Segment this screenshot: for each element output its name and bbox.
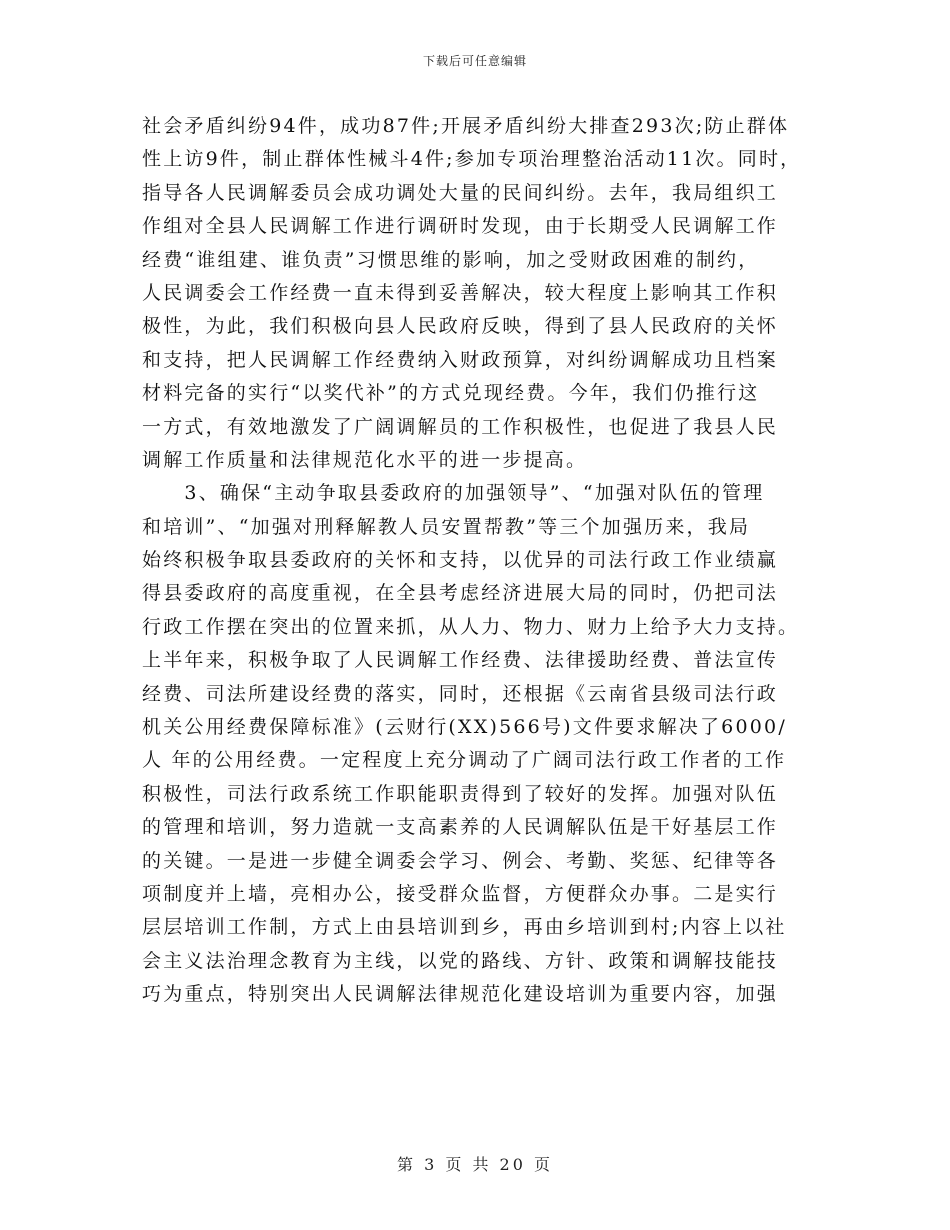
text-line: 3、确保“主动争取县委政府的加强领导”、“加强对队伍的管理	[142, 482, 765, 505]
page-header: 下载后可任意编辑	[422, 54, 527, 68]
text-line: 始终积极争取县委政府的关怀和支持，以优异的司法行政工作业绩赢	[142, 549, 779, 572]
text-line: 巧为重点，特别突出人民调解法律规范化建设培训为重要内容，加强	[142, 983, 779, 1006]
text-line: 的管理和培训，努力造就一支高素养的人民调解队伍是干好基层工作	[142, 816, 779, 839]
text-line: 指导各人民调解委员会成功调处大量的民间纠纷。去年，我局组织工	[142, 181, 779, 204]
text-line: 极性，为此，我们积极向县人民政府反映，得到了县人民政府的关怀	[142, 315, 779, 338]
text-line: 经费“谁组建、谁负责”习惯思维的影响，加之受财政困难的制约，	[142, 248, 760, 271]
text-line: 社会矛盾纠纷94件，成功87件;开展矛盾纠纷大排查293次;防止群体	[142, 115, 790, 137]
text-line: 上半年来，积极争取了人民调解工作经费、法律援助经费、普法宣传	[142, 649, 779, 672]
text-line: 和培训”、“加强对刑释解教人员安置帮教”等三个加强历来，我局	[142, 515, 751, 538]
page-number: 第 3 页 共 20 页	[397, 1155, 553, 1174]
text-line: 层层培训工作制，方式上由县培训到乡，再由乡培训到村;内容上以社	[142, 916, 787, 939]
text-line: 和支持，把人民调解工作经费纳入财政预算，对纠纷调解成功且档案	[142, 348, 779, 371]
text-line: 会主义法治理念教育为主线，以党的路线、方针、政策和调解技能技	[142, 949, 779, 972]
text-line: 人 年的公用经费。一定程度上充分调动了广阔司法行政工作者的工作	[142, 749, 787, 772]
text-line: 一方式，有效地激发了广阔调解员的工作积极性，也促进了我县人民	[142, 415, 779, 438]
text-line: 经费、司法所建设经费的落实，同时，还根据《云南省县级司法行政	[142, 682, 779, 705]
text-line: 调解工作质量和法律规范化水平的进一步提高。	[142, 448, 588, 471]
text-line: 作组对全县人民调解工作进行调研时发现，由于长期受人民调解工作	[142, 215, 779, 238]
text-line: 材料完备的实行“以奖代补”的方式兑现经费。今年，我们仍推行这	[142, 382, 760, 405]
text-line: 人民调委会工作经费一直未得到妥善解决，较大程度上影响其工作积	[142, 281, 779, 304]
text-line: 项制度并上墙，亮相办公，接受群众监督，方便群众办事。二是实行	[142, 882, 779, 905]
text-line: 得县委政府的高度重视，在全县考虑经济进展大局的同时，仍把司法	[142, 582, 779, 605]
text-line: 积极性，司法行政系统工作职能职责得到了较好的发挥。加强对队伍	[142, 782, 779, 805]
document-body	[142, 110, 822, 1012]
text-line: 行政工作摆在突出的位置来抓，从人力、物力、财力上给予大力支持。	[142, 615, 800, 638]
text-line: 的关键。一是进一步健全调委会学习、例会、考勤、奖惩、纪律等各	[142, 849, 779, 872]
text-line: 性上访9件，制止群体性械斗4件;参加专项治理整治活动11次。同时，	[142, 148, 802, 171]
text-line: 机关公用经费保障标准》(云财行(XX)566号)文件要求解决了6000/	[142, 716, 787, 739]
